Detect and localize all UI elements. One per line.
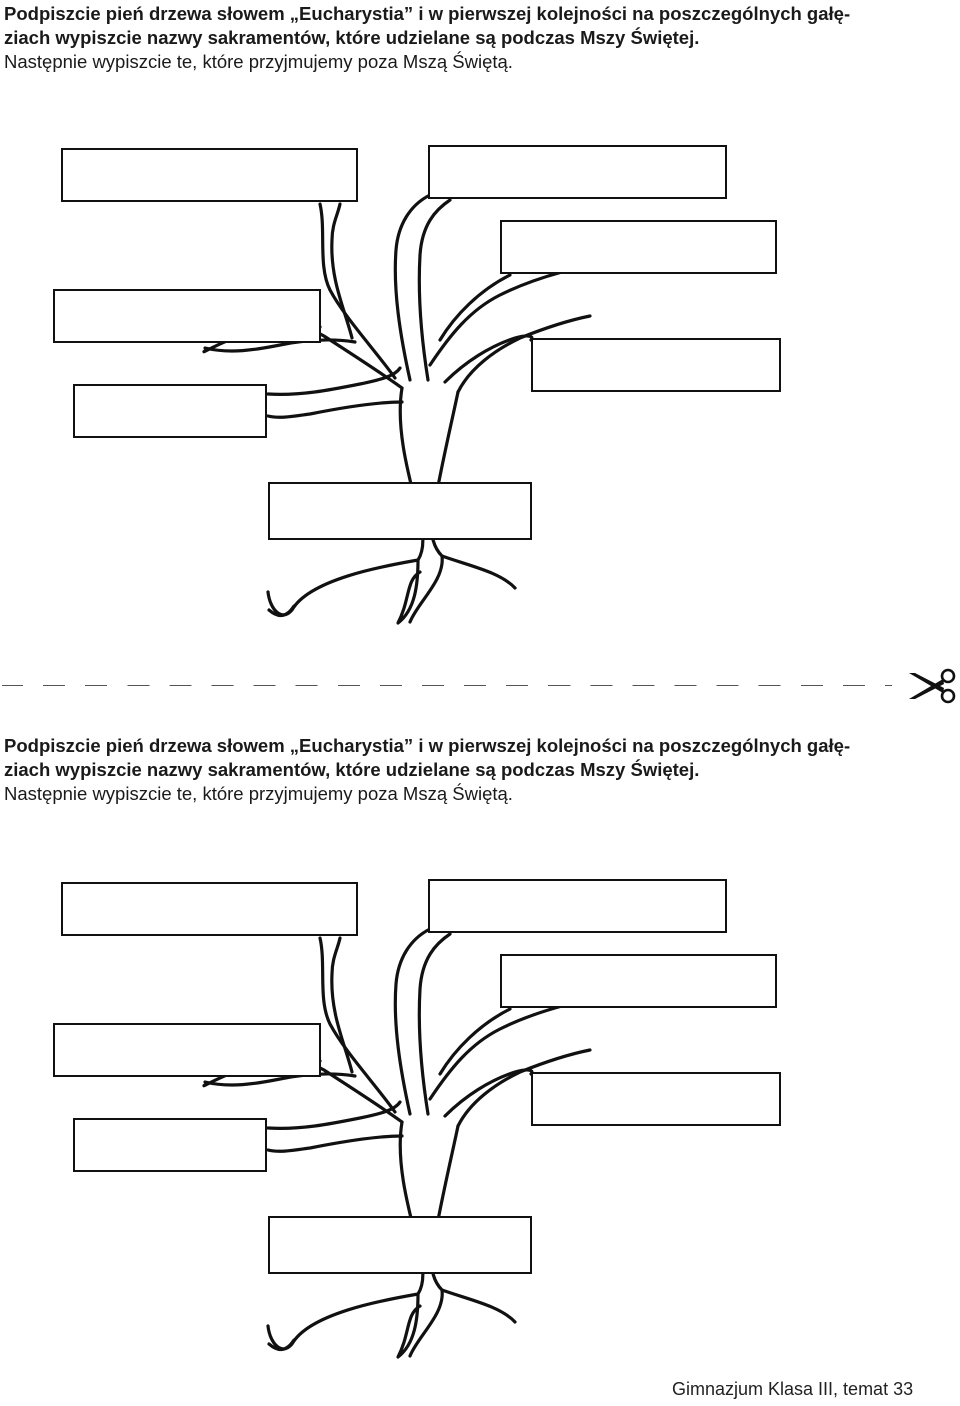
scissors-icon xyxy=(903,666,959,706)
tree-worksheet-top xyxy=(0,140,960,640)
answer-box-2[interactable] xyxy=(428,879,727,933)
instruction-line-3: Następnie wypiszcie te, które przyjmujemy poza Mszą Świętą. xyxy=(4,51,513,72)
answer-box-6[interactable] xyxy=(73,1118,267,1172)
answer-box-3[interactable] xyxy=(500,220,777,274)
answer-box-6[interactable] xyxy=(73,384,267,438)
answer-box-2[interactable] xyxy=(428,145,727,199)
tree-worksheet-bottom xyxy=(0,874,960,1374)
page-footer: Gimnazjum Klasa III, temat 33 xyxy=(672,1379,914,1399)
instructions-top xyxy=(4,2,854,74)
trunk-label-box[interactable] xyxy=(268,1216,532,1274)
instruction-line-3: Następnie wypiszcie te, które przyjmujemy poza Mszą Świętą. xyxy=(4,783,513,804)
instruction-line-1: Podpiszcie pień drzewa słowem „Eucharystia” i w pierwszej kolejności na poszczególnych gałę- xyxy=(4,735,851,756)
answer-box-4[interactable] xyxy=(53,1023,321,1077)
answer-box-4[interactable] xyxy=(53,289,321,343)
answer-box-5[interactable] xyxy=(531,1072,781,1126)
answer-box-1[interactable] xyxy=(61,882,358,936)
cut-line xyxy=(0,666,960,706)
dashed-cut-guide xyxy=(2,685,892,686)
answer-box-5[interactable] xyxy=(531,338,781,392)
instruction-line-2: ziach wypiszcie nazwy sakramentów, które udzielane są podczas Mszy Świętej. xyxy=(4,27,700,48)
instruction-line-2: ziach wypiszcie nazwy sakramentów, które udzielane są podczas Mszy Świętej. xyxy=(4,759,700,780)
instruction-line-1: Podpiszcie pień drzewa słowem „Eucharystia” i w pierwszej kolejności na poszczególnych gałę- xyxy=(4,3,851,24)
answer-box-1[interactable] xyxy=(61,148,358,202)
answer-box-3[interactable] xyxy=(500,954,777,1008)
trunk-label-box[interactable] xyxy=(268,482,532,540)
instructions-bottom xyxy=(4,734,854,806)
